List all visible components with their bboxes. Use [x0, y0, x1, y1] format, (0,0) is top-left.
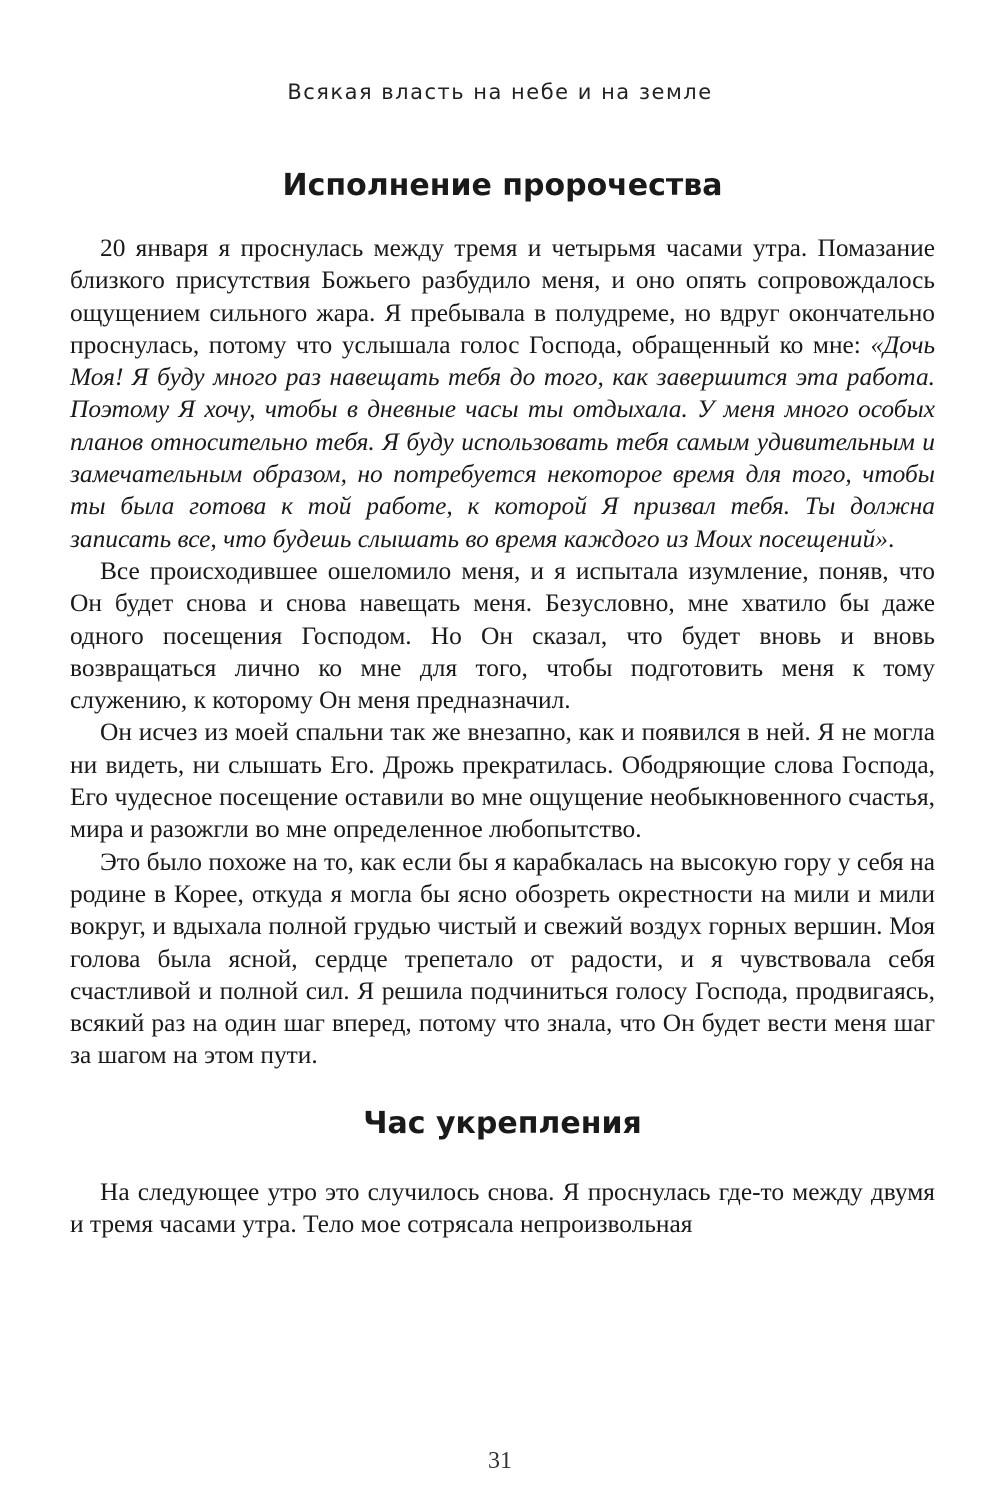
paragraph: Все происходившее ошеломило меня, и я испытала изумление, поняв, что Он будет снова и снова навещать меня. Безусловно, мне хватило бы даже одного посещения Господом. Но Он сказал, что будет вновь и вновь возвращаться лично ко мне для того, чтобы подготовить меня к тому служению, к которому Он меня предназначил.	[70, 556, 935, 715]
paragraph-text: 20 января я проснулась между тремя и четырьмя часами утра. Помазание близкого присутствия Божьего разбудило меня, и оно опять сопровождалось ощущением сильного жара. Я пребывала в полудреме, но вдруг окончательно проснулась, потому что услышала голос Господа, обращенный ко мне:	[70, 234, 935, 359]
paragraph: Он исчез из моей спальни так же внезапно, как и появился в ней. Я не могла ни видеть, ни слышать Его. Дрожь прекратилась. Ободряющие слова Господа, Его чудесное посещение оставили во мне ощущение необыкновенного счастья, мира и разожгли во мне определенное любопытство.	[70, 718, 935, 844]
paragraph: На следующее утро это случилось снова. Я проснулась где-то между двумя и тремя часами утра. Тело мое сотрясала непроизвольная	[70, 1177, 935, 1239]
paragraph	[70, 232, 935, 555]
paragraph-end: .	[887, 524, 895, 553]
paragraph: Это было похоже на то, как если бы я карабкалась на высокую гору у себя на родине в Корее, откуда я могла бы ясно обозреть окрестности на мили и мили вокруг, и вдыхала полной грудью чистый и свежий воздух горных вершин. Моя голова была ясной, сердце трепетало от радости, и я чувствовала себя счастливой и полной сил. Я решила подчиниться голосу Господа, продвигаясь, всякий раз на один шаг вперед, потому что знала, что Он будет вести меня шаг за шагом на этом пути.	[70, 847, 935, 1070]
section-title: Час укрепления	[363, 1105, 642, 1141]
paragraph-quote: «Дочь Моя! Я буду много раз навещать тебя до того, как завершится эта работа. Поэтому Я хочу, чтобы в дневные часы ты отдыхала. У меня много особых планов относительно тебя. Я буду использовать тебя самым удивительным и замечательным образом, но потребуется некоторое время для того, чтобы ты была готова к той работе, к которой Я призвал тебя. Ты должна записать все, что будешь слышать во время каждого из Моих посещений»	[70, 330, 935, 553]
page-number: 31	[488, 1448, 512, 1474]
page-body	[70, 166, 935, 1240]
running-head: Всякая власть на небе и на земле	[287, 80, 713, 104]
section-title: Исполнение пророчества	[282, 168, 723, 203]
